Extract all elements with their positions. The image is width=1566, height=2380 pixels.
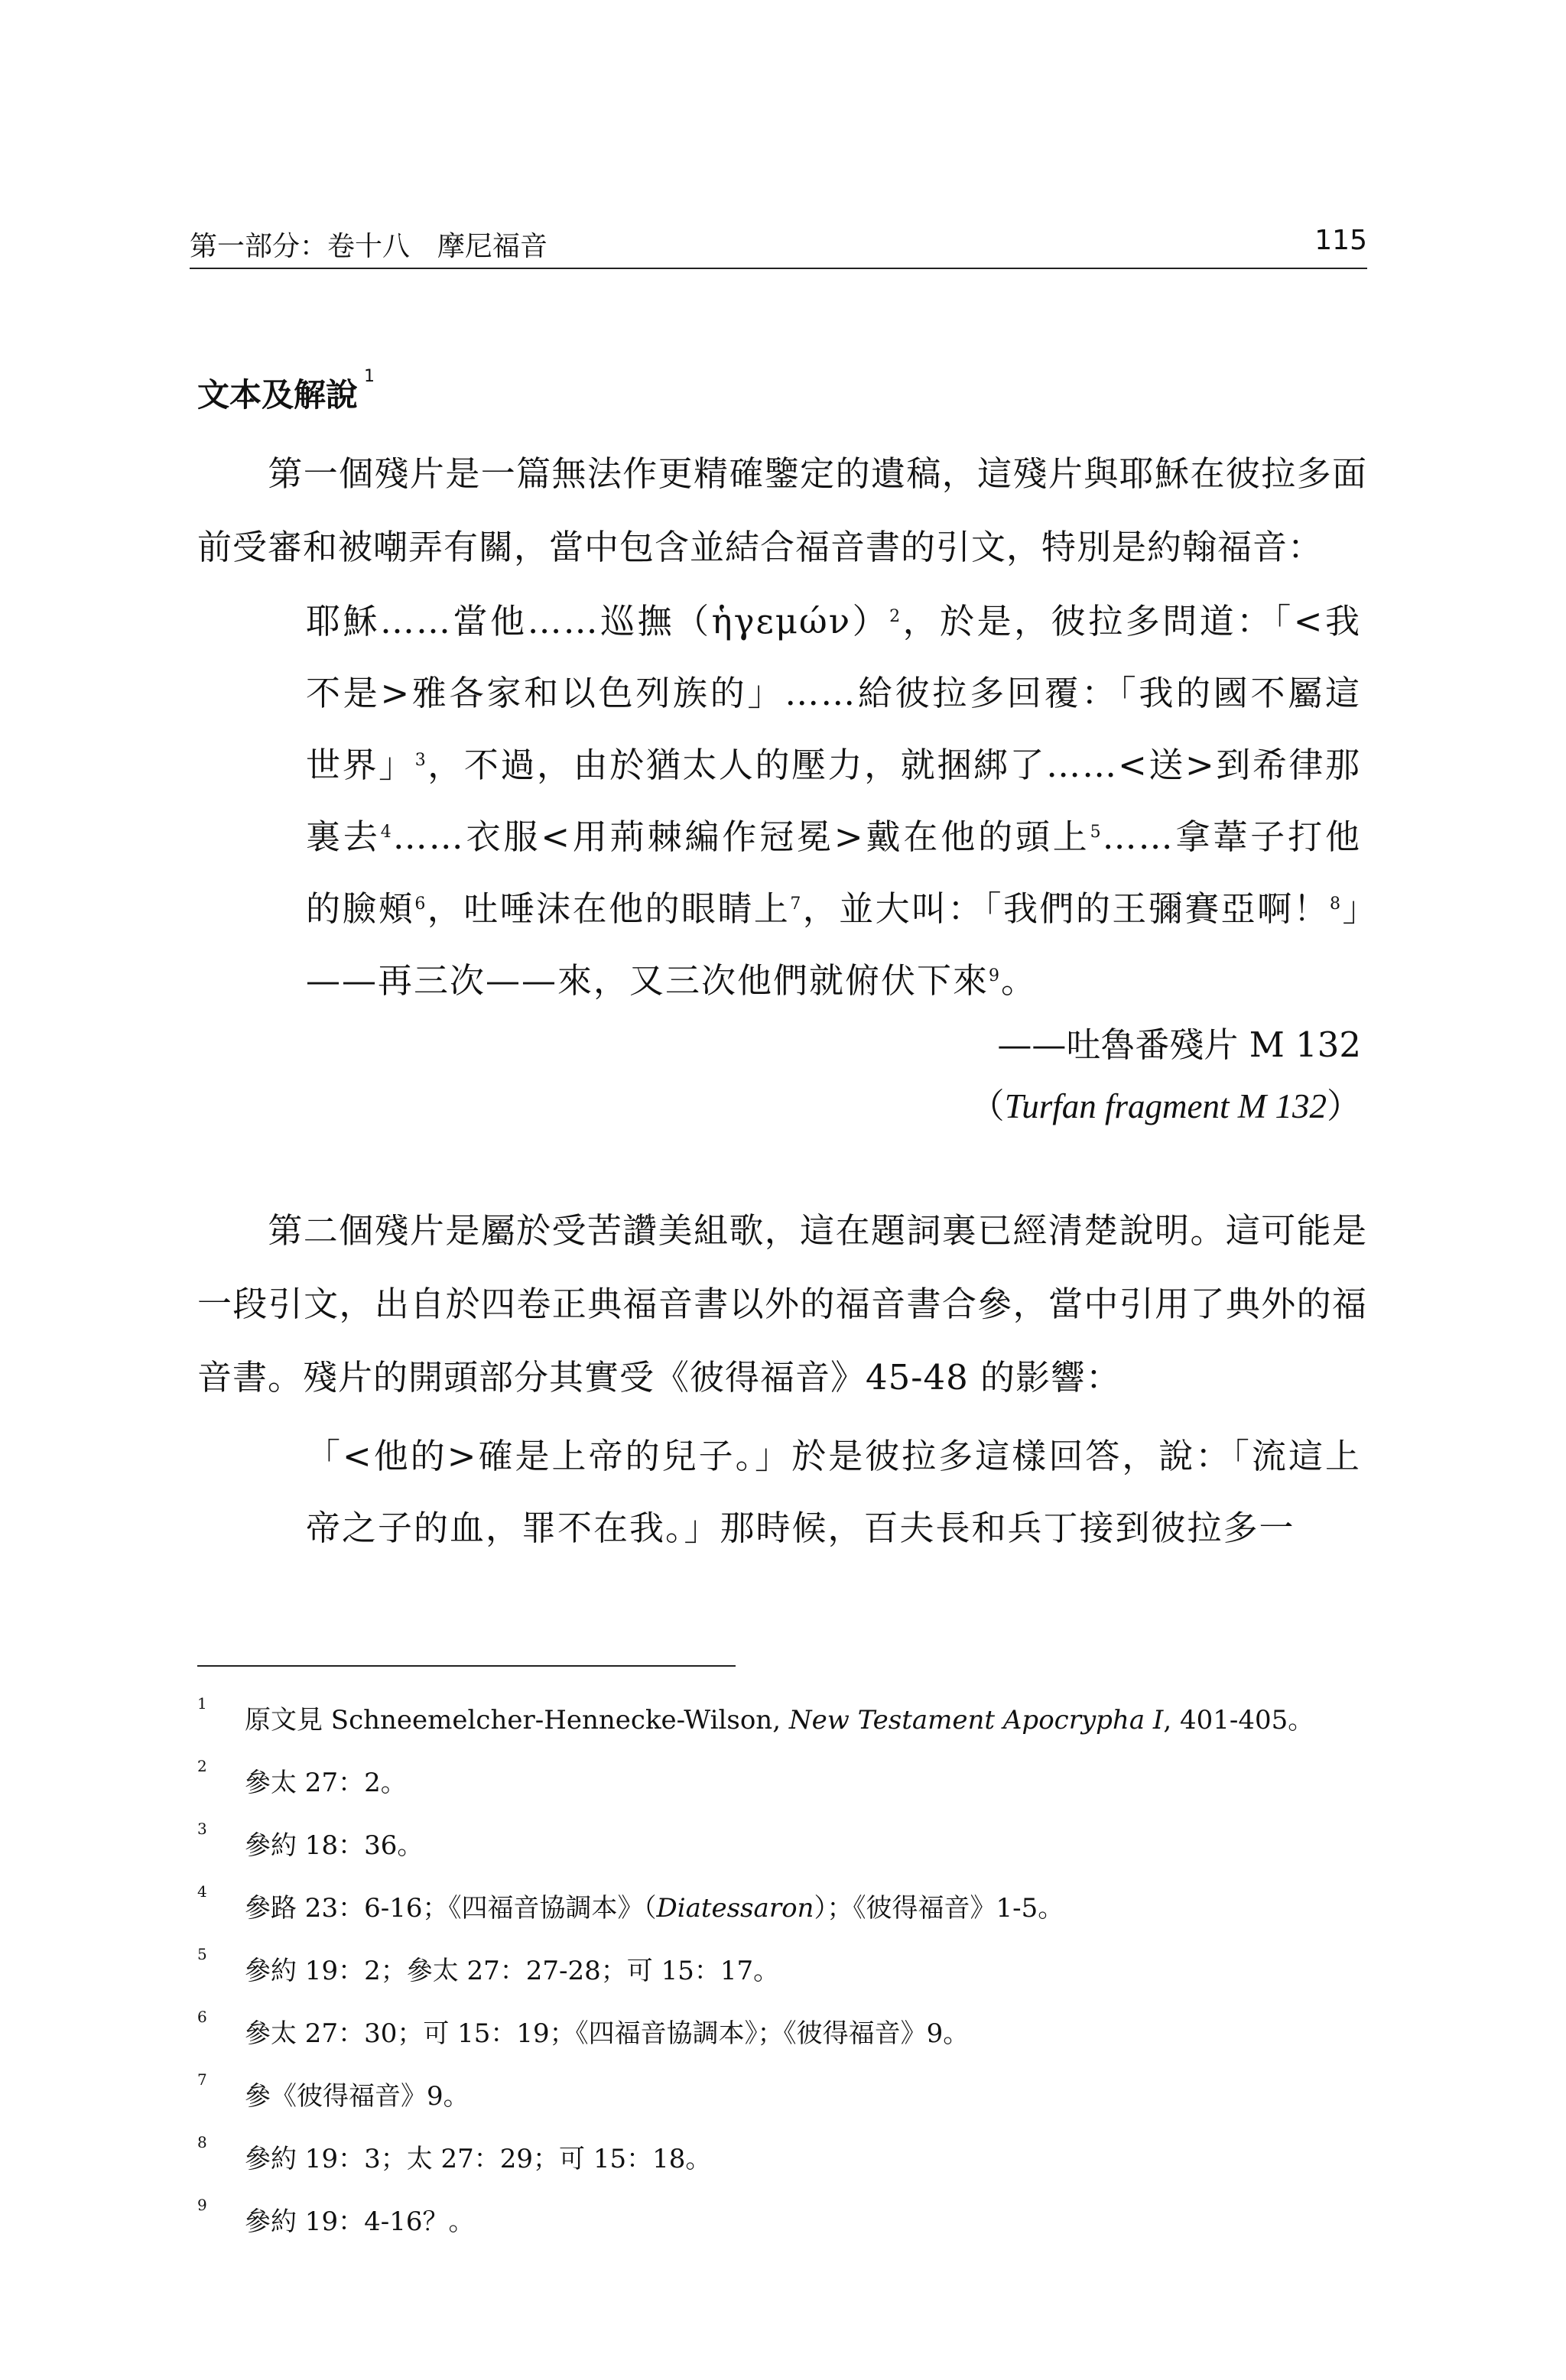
block-quote-2: 「<他的>確是上帝的兒子。」於是彼拉多這樣回答，說：「流這上帝之子的血，罪不在我。」那時候，百夫長和兵丁接到彼拉多一 <box>306 1436 1361 1548</box>
footnote-number: 6 <box>197 2008 207 2026</box>
paragraph-1-text: 第一個殘片是一篇無法作更精確鑒定的遺稿，這殘片與耶穌在彼拉多面前受審和被嘲弄有關，當中包含並結合福音書的引文，特別是約翰福音： <box>197 453 1367 567</box>
quote-1-segment-6: ，吐唾沫在他的眼睛上 <box>427 888 791 929</box>
block-quote-1 <box>306 586 1361 1017</box>
footnote-item <box>197 1757 1367 1824</box>
footnote-text-main: 參《彼得福音》9。 <box>245 2081 469 2112</box>
footnote-text-main: 參路 23：6-16；《四福音協調本》（ <box>245 1893 657 1924</box>
footnote-text <box>245 1887 1064 1924</box>
footnote-text-tail: ）；《彼得福音》1-5。 <box>814 1893 1064 1924</box>
footnote-ref-8: 8 <box>1330 895 1343 914</box>
footnote-text <box>245 2012 969 2050</box>
footnote-ref-3: 3 <box>414 751 427 770</box>
footnote-text-main: 參約 19：4-16？。 <box>245 2206 475 2237</box>
footnote-item <box>197 1694 1367 1761</box>
paragraph-2 <box>197 1194 1367 1414</box>
quote-1-segment-9: 。 <box>1001 960 1038 1001</box>
footnote-ref-4: 4 <box>380 823 393 842</box>
footnote-number: 2 <box>197 1757 207 1775</box>
footnote-item <box>197 1820 1367 1887</box>
quote-1-segment-3: ，不過，由於猶太人的壓力，就捆綁了……<送>到希律那裏去 <box>306 745 1361 857</box>
quote-1-segment-4: ……衣服<用荊棘編作冠冕>戴在他的頭上 <box>392 817 1090 857</box>
attribution-line-2 <box>970 1078 1361 1128</box>
footnote-text-tail: , 401-405。 <box>1163 1705 1314 1735</box>
footnote-item <box>197 2008 1367 2075</box>
footnotes-list <box>197 1694 1367 2263</box>
footnote-text <box>245 2075 469 2112</box>
footnote-ref-6: 6 <box>414 895 427 914</box>
footnote-ref-5: 5 <box>1090 823 1103 842</box>
footnote-ref-7: 7 <box>790 895 803 914</box>
footnote-number: 5 <box>197 1945 207 1963</box>
footnote-text-italic: New Testament Apocrypha I <box>788 1705 1164 1735</box>
footnote-separator <box>197 1665 736 1667</box>
footnote-number: 7 <box>197 2070 207 2089</box>
quote-1-segment-5: ……拿葦子打他的臉頰 <box>306 817 1361 929</box>
footnote-text <box>245 1699 1314 1736</box>
running-header <box>190 222 1367 268</box>
page-number: 115 <box>1314 225 1367 256</box>
attribution-paren-open: （ <box>970 1086 1005 1126</box>
footnote-text-main: 原文見 Schneemelcher-Hennecke-Wilson, <box>245 1705 789 1735</box>
footnote-text <box>245 2138 711 2175</box>
footnote-number: 8 <box>197 2133 207 2151</box>
footnote-number: 3 <box>197 1820 207 1838</box>
section-heading-text: 文本及解說 <box>197 376 359 414</box>
footnote-ref-9: 9 <box>989 966 1002 985</box>
paragraph-2-text: 第二個殘片是屬於受苦讚美組歌，這在題詞裏已經清楚說明。這可能是一段引文，出自於四卷正典福音書以外的福音書合參，當中引用了典外的福音書。殘片的開頭部分其實受《彼得福音》45-48 的影響： <box>197 1210 1367 1398</box>
section-footnote-ref: 1 <box>364 367 375 386</box>
footnote-text <box>245 1950 779 1987</box>
header-rule <box>190 268 1367 269</box>
footnote-text <box>245 1761 407 1799</box>
footnote-item <box>197 1882 1367 1950</box>
footnote-ref-2: 2 <box>889 607 902 626</box>
quote-1-segment-7: ，並大叫：「我們的王彌賽亞啊！ <box>802 888 1330 929</box>
quote-1-segment-1: 耶穌……當他……巡撫（ἡγεμών） <box>306 601 890 641</box>
attribution-paren-close: ） <box>1326 1086 1361 1126</box>
attribution-source-italic: Turfan fragment M 132 <box>1004 1087 1327 1125</box>
footnote-item <box>197 2070 1367 2138</box>
footnote-text <box>245 2200 474 2238</box>
quote-1-segment-2: ，於是，彼拉多問道：「<我不是>雅各家和以色列族的」……給彼拉多回覆：「我的國不屬這世界」 <box>306 601 1361 785</box>
running-header-title: 第一部分：卷十八 摩尼福音 <box>190 231 548 262</box>
footnote-item <box>197 1945 1367 2012</box>
quote-1-segment-8: 」——再三次——來，又三次他們就俯伏下來 <box>306 888 1361 1001</box>
footnote-number: 1 <box>197 1694 207 1713</box>
footnote-text <box>245 1824 423 1862</box>
footnote-item <box>197 2196 1367 2263</box>
section-heading <box>197 367 375 416</box>
footnote-number: 4 <box>197 1882 207 1901</box>
footnote-text-main: 參約 18：36。 <box>245 1830 424 1861</box>
footnote-text-main: 參約 19：2；參太 27：27-28；可 15：17。 <box>245 1956 780 1986</box>
footnote-text-main: 參約 19：3；太 27：29；可 15：18。 <box>245 2144 712 2174</box>
footnote-text-italic: Diatessaron <box>656 1893 814 1924</box>
footnote-number: 9 <box>197 2196 207 2214</box>
footnote-text-main: 參太 27：30；可 15：19；《四福音協調本》；《彼得福音》9。 <box>245 2018 970 2049</box>
paragraph-1 <box>197 437 1367 584</box>
footnote-item <box>197 2133 1367 2200</box>
footnote-text-main: 參太 27：2。 <box>245 1768 407 1798</box>
attribution-line-1: ——吐魯番殘片 M 132 <box>997 1024 1361 1065</box>
